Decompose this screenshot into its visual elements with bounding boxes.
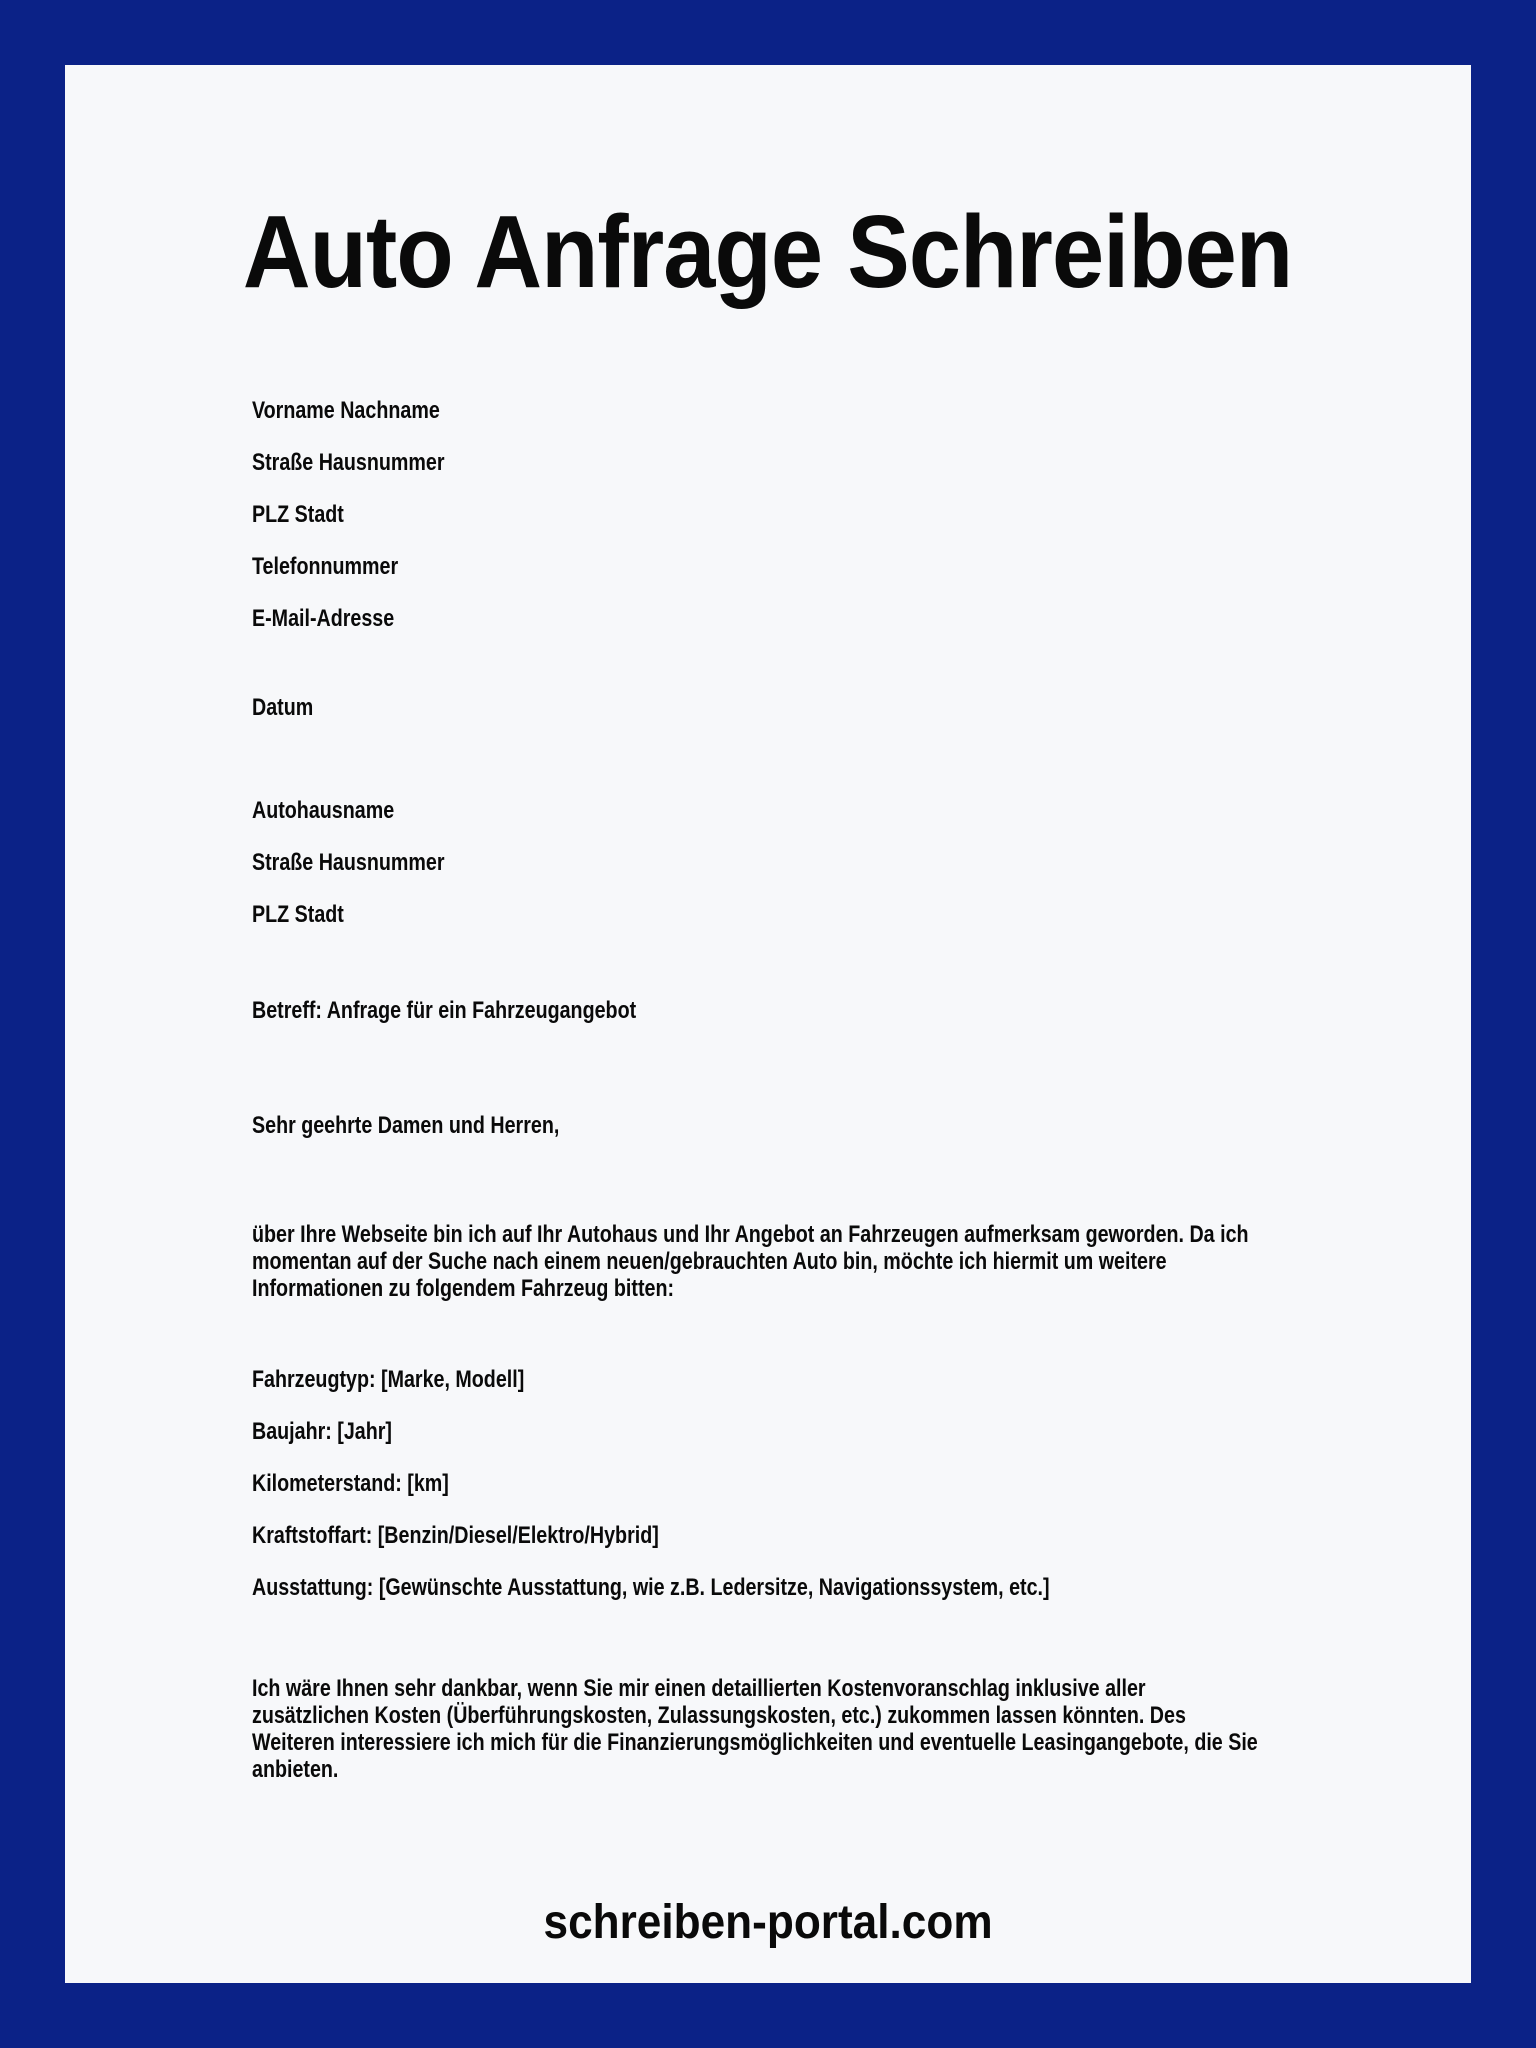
date-line <box>252 682 1471 734</box>
recipient-line <box>252 785 1471 837</box>
vehicle-line <box>252 1562 1471 1614</box>
page-title <box>65 194 1471 309</box>
closing-line: anbieten. <box>252 1756 339 1783</box>
closing-line: Weiteren interessiere ich mich für die Finanzierungsmöglichkeiten und eventuelle Leasingangebote, die Sie <box>252 1729 1258 1756</box>
letter-body <box>65 385 1471 1783</box>
sender-line <box>252 489 1471 541</box>
letter-page <box>65 65 1471 1983</box>
site-footer-text: schreiben-portal.com <box>543 1896 993 1949</box>
sender-phone: Telefonnummer <box>252 553 399 580</box>
vehicle-line <box>252 1406 1471 1458</box>
sender-name: Vorname Nachname <box>252 397 440 424</box>
sender-city: PLZ Stadt <box>252 501 344 528</box>
recipient-city: PLZ Stadt <box>252 901 344 928</box>
date-label: Datum <box>252 694 314 721</box>
vehicle-details-block <box>252 1354 1471 1614</box>
intro-paragraph <box>252 1221 1471 1302</box>
closing-line: zusätzlichen Kosten (Überführungskosten, Zulassungskosten, etc.) zukommen lassen könnten. Des <box>252 1702 1186 1729</box>
recipient-block <box>252 785 1471 941</box>
salutation-line <box>252 1100 1471 1152</box>
vehicle-type: Fahrzeugtyp: [Marke, Modell] <box>252 1366 525 1393</box>
intro-line: Informationen zu folgendem Fahrzeug bitten: <box>252 1275 675 1302</box>
intro-line: momentan auf der Suche nach einem neuen/gebrauchten Auto bin, möchte ich hiermit um weitere <box>252 1248 1167 1275</box>
recipient-line <box>252 889 1471 941</box>
vehicle-equipment: Ausstattung: [Gewünschte Ausstattung, wie z.B. Ledersitze, Navigationssystem, etc.] <box>252 1574 1050 1601</box>
vehicle-line <box>252 1458 1471 1510</box>
vehicle-line <box>252 1510 1471 1562</box>
vehicle-line <box>252 1354 1471 1406</box>
subject-text: Betreff: Anfrage für ein Fahrzeugangebot <box>252 997 637 1024</box>
sender-email: E-Mail-Adresse <box>252 605 395 632</box>
page-title-text: Auto Anfrage Schreiben <box>243 194 1293 309</box>
vehicle-mileage: Kilometerstand: [km] <box>252 1470 449 1497</box>
subject-line <box>252 985 1471 1037</box>
recipient-street: Straße Hausnummer <box>252 849 445 876</box>
intro-line: über Ihre Webseite bin ich auf Ihr Autohaus und Ihr Angebot an Fahrzeugen aufmerksam geworden. Da ich <box>252 1221 1249 1248</box>
sender-line <box>252 437 1471 489</box>
sender-line <box>252 541 1471 593</box>
closing-line: Ich wäre Ihnen sehr dankbar, wenn Sie mir einen detaillierten Kostenvoranschlag inklusive aller <box>252 1675 1146 1702</box>
salutation-text: Sehr geehrte Damen und Herren, <box>252 1112 560 1139</box>
sender-line <box>252 593 1471 645</box>
vehicle-fuel: Kraftstoffart: [Benzin/Diesel/Elektro/Hybrid] <box>252 1522 659 1549</box>
site-footer <box>65 1896 1471 1949</box>
recipient-name: Autohausname <box>252 797 395 824</box>
closing-paragraph <box>252 1675 1471 1783</box>
sender-block <box>252 385 1471 645</box>
recipient-line <box>252 837 1471 889</box>
vehicle-year: Baujahr: [Jahr] <box>252 1418 392 1445</box>
sender-line <box>252 385 1471 437</box>
sender-street: Straße Hausnummer <box>252 449 445 476</box>
